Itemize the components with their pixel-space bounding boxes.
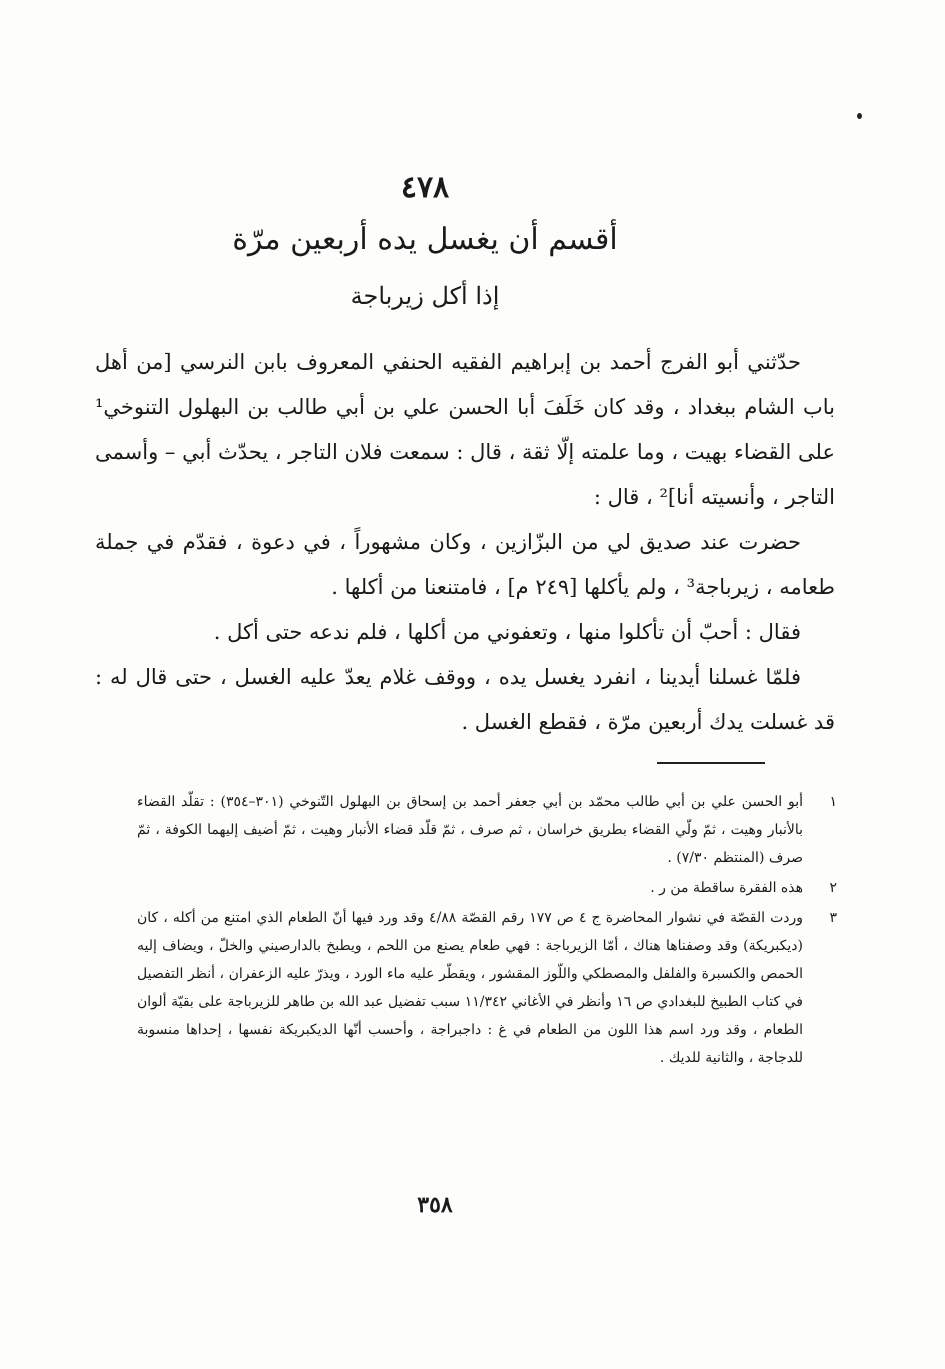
footnote-number: ٢: [829, 880, 837, 896]
footnote: [137, 788, 837, 872]
footnote: [137, 874, 837, 902]
footnote-text: أبو الحسن علي بن أبي طالب محمّد بن أبي جعفر أحمد بن إسحاق بن البهلول التّنوخي (٣٠١–٣٥٤) : تقلّد القضاء بالأنبار وهيت ، ثمّ ولّي القضاء بطريق خراسان ، ثم صرف ، ثمّ قلّد قضاء الأنبار وهيت ، ثمّ أضيف إليهما الكوفة ، ثمّ صرف (المنتظم ٧/٣٠) .: [137, 794, 803, 866]
footnote-divider: [657, 762, 765, 764]
footnote-number: ٣: [829, 910, 837, 926]
footnote-text: وردت القصّة في نشوار المحاضرة ج ٤ ص ١٧٧ رقم القصّة ٤/٨٨ وقد ورد فيها أنّ الطعام الذي امتنع من أكله ، كان (ديكبريكة) وقد وصفناها هناك ، أمّا الزيرباجة : فهي طعام يصنع من اللحم ، ويطبخ بالدارصيني والخلّ ، ويضاف إليه الحمص والكسبرة والفلفل والمصطكي واللّوز المقشور ، ويقطّر عليه ماء الورد ، ويذرّ عليه الزعفران ، أنظر التفصيل في كتاب الطبيخ للبغدادي ص ١٦ وأنظر في الأغاني ١١/٣٤٢ سبب تفضيل عبد الله بن طاهر للزيرباجة على بقيّة ألوان الطعام ، وقد ورد اسم هذا اللون من الطعام في غ : داجبراجة ، وأحسب أنّها الديكبريكة نفسها ، إحداها منسوبة للدجاجة ، والثانية للديك .: [137, 910, 804, 1066]
paragraph: فلمّا غسلنا أيدينا ، انفرد يغسل يده ، ووقف غلام يعدّ عليه الغسل ، حتى قال له : قد غسلت يدك أربعين مرّة ، فقطع الغسل .: [95, 665, 835, 734]
footnote: [137, 904, 837, 1072]
footnote-number: ١: [829, 794, 837, 810]
story-title: أقسم أن يغسل يده أربعين مرّة: [232, 222, 618, 257]
ink-mark: [857, 113, 862, 119]
story-subtitle: إذا أكل زيرباجة: [350, 282, 500, 310]
footnote-text: هذه الفقرة ساقطة من ر .: [650, 880, 803, 896]
footnotes: [137, 788, 837, 1072]
paragraph: حضرت عند صديق لي من البزّازين ، وكان مشهوراً ، في دعوة ، فقدّم في جملة طعامه ، زيرباجة³ ، ولم يأكلها [٢٤٩ م] ، فامتنعنا من أكلها .: [95, 530, 835, 599]
story-body: [95, 340, 835, 745]
story-number: ٤٧٨: [400, 170, 450, 205]
paragraph: حدّثني أبو الفرج أحمد بن إبراهيم الفقيه الحنفي المعروف بابن النرسي [من أهل باب الشام ببغداد ، وقد كان خَلَفَ أبا الحسن علي بن أبي طالب بن البهلول التنوخي¹ على القضاء بهيت ، وما علمته إلّا ثقة ، قال : سمعت فلان التاجر ، يحدّث أبي – وأسمى التاجر ، وأنسيته أنا]² ، قال :: [95, 350, 835, 509]
paragraph: فقال : أحبّ أن تأكلوا منها ، وتعفوني من أكلها ، فلم ندعه حتى أكل .: [213, 620, 801, 644]
page-number: ٣٥٨: [417, 1192, 453, 1218]
